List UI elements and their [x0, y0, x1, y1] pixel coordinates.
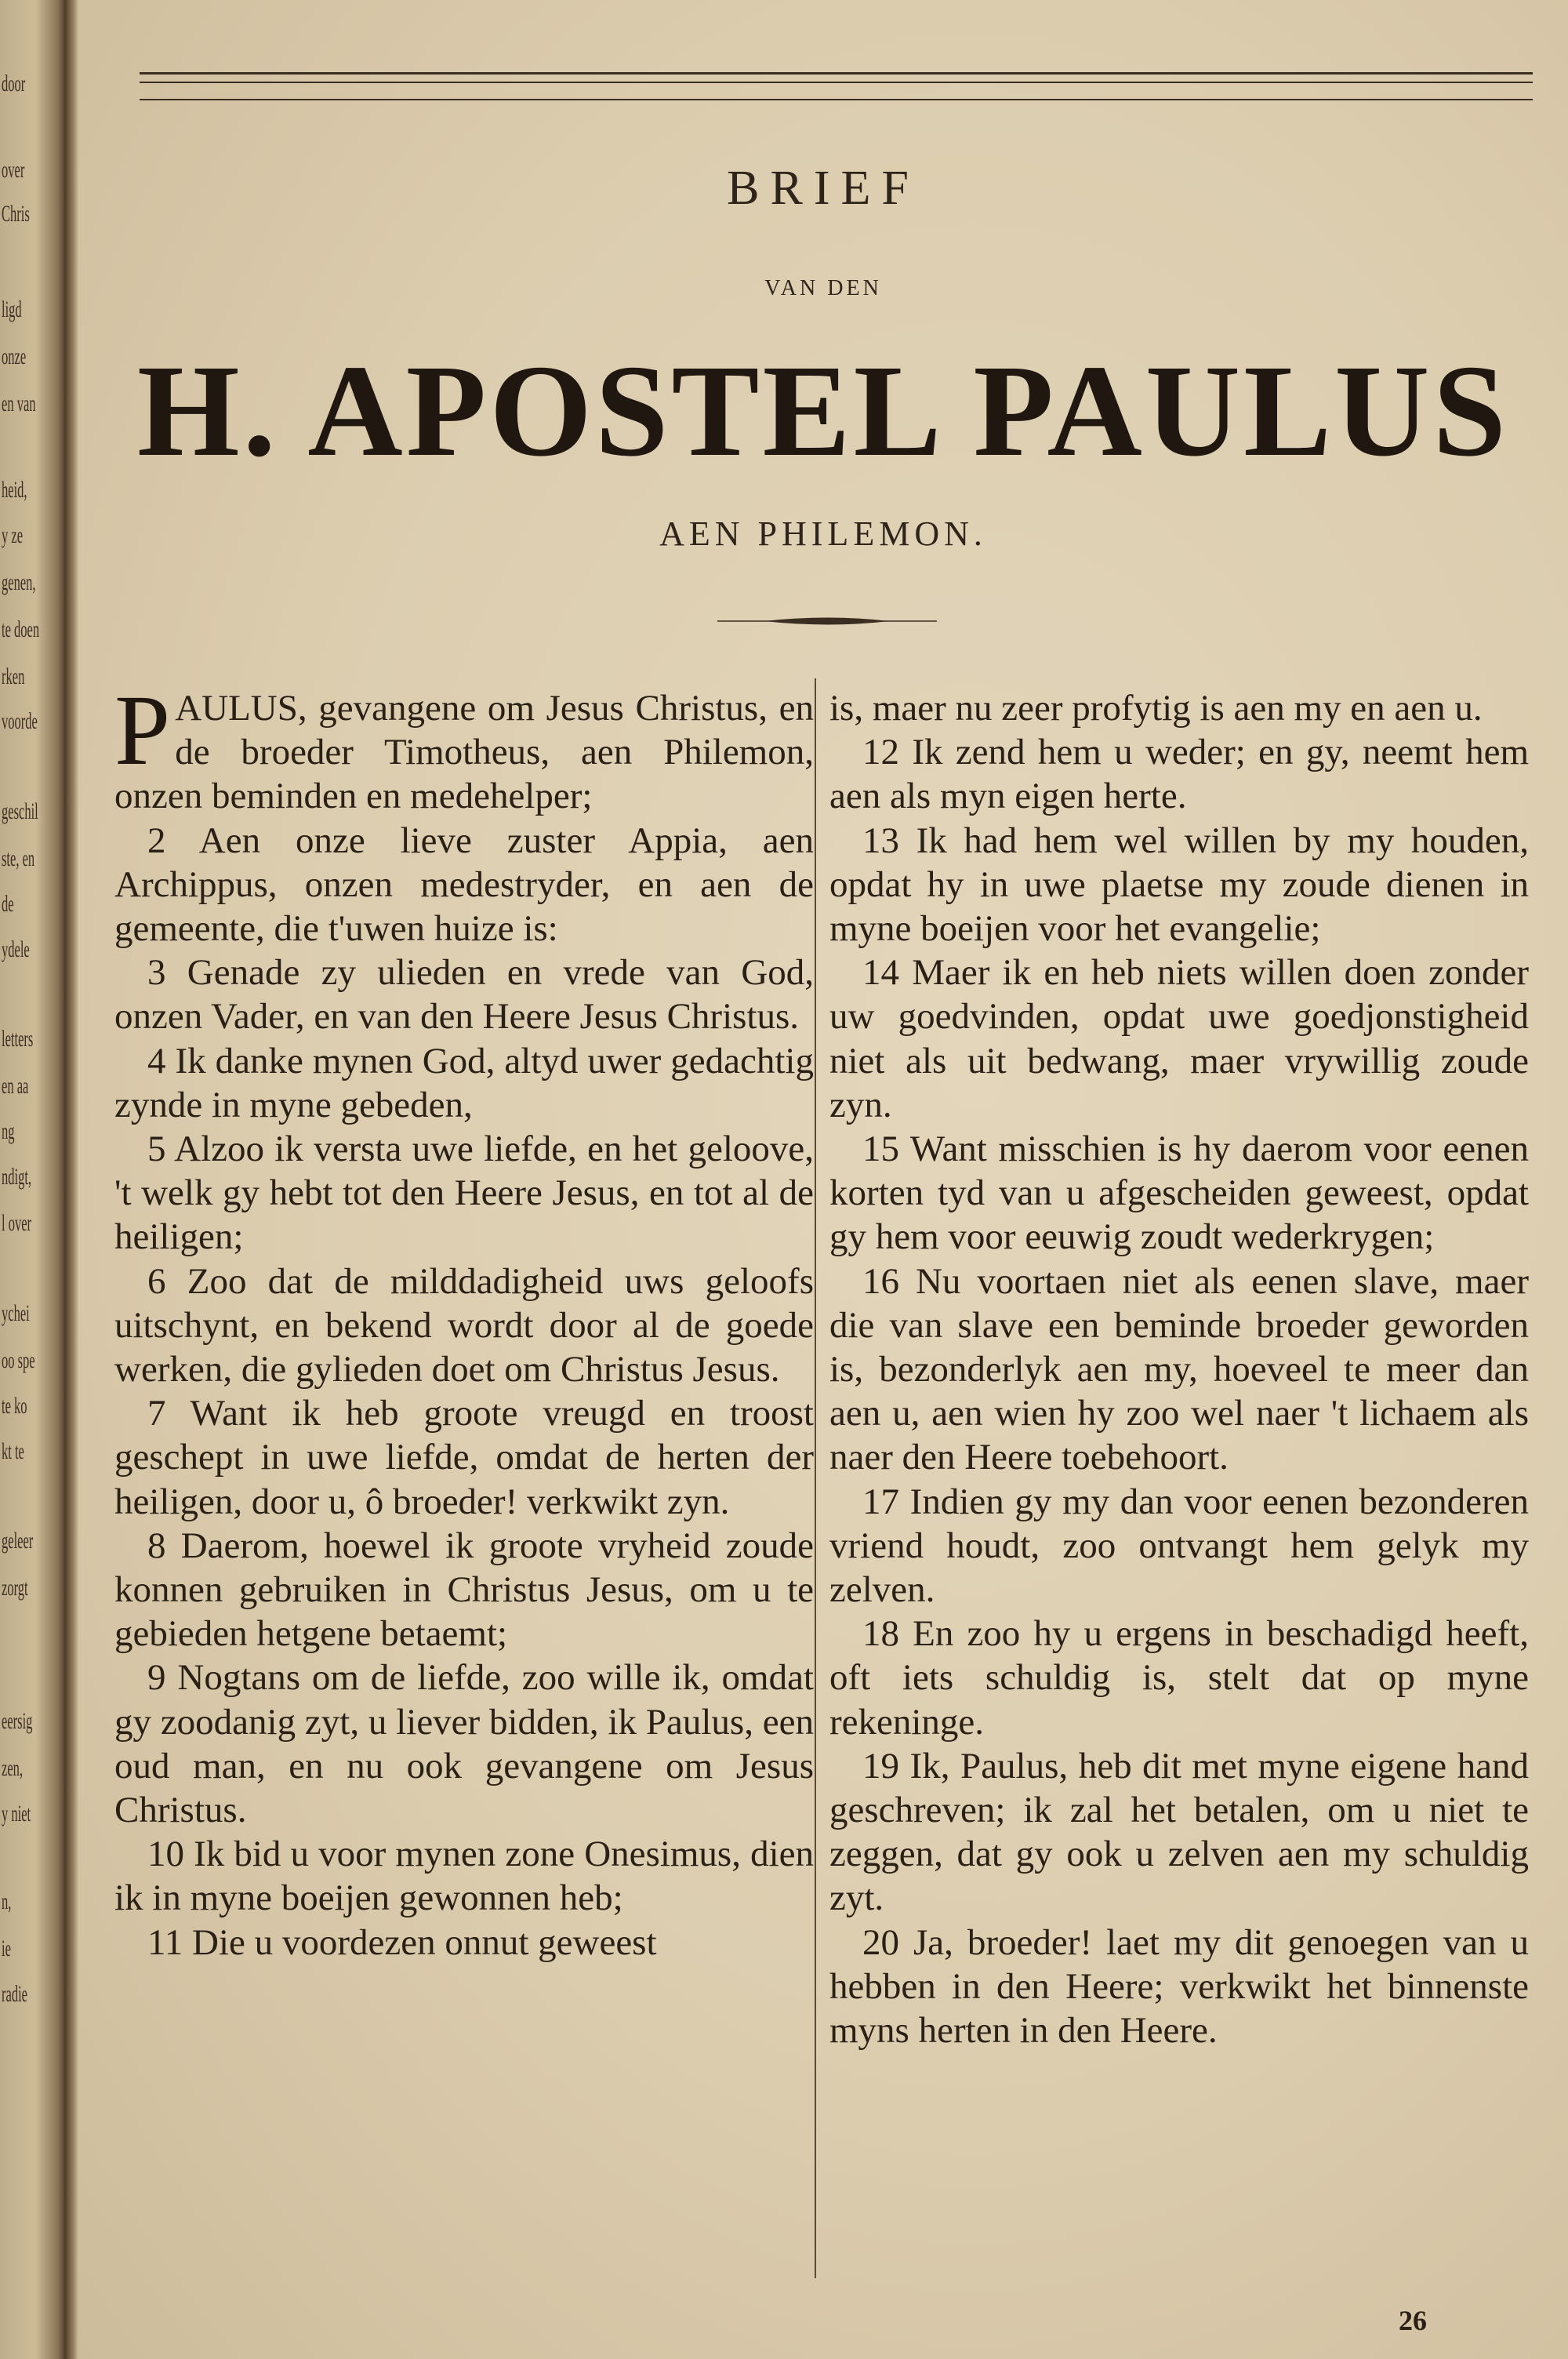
drop-cap: P	[114, 674, 171, 786]
book-gutter	[64, 0, 78, 2359]
book-page	[78, 0, 1568, 2359]
verse-14: 14 Maer ik en heb niets willen doen zonder uw goedvinden, opdat uwe goedjonstigheid niet als uit bedwang, maer vrywillig zoude zyn.	[829, 952, 1529, 1125]
verse-20: 20 Ja, broeder! laet my dit genoegen van u hebben in den Heere; verkwikt het binnenste myns herten in den Heere.	[829, 1921, 1529, 2052]
verse-8: 8 Daerom, hoewel ik groote vryheid zoude konnen gebruiken in Christus Jesus, om u te gebieden hetgene betaemt;	[114, 1525, 814, 1655]
verse-11-continued: is, maer nu zeer profytig is aen my en aen u.	[829, 688, 1483, 729]
margin-fragment: Chris	[2, 201, 30, 227]
verse-6: 6 Zoo dat de milddadigheid uws geloofs uitschynt, en bekend wordt door al de goede werken, die gylieden doet om Christus Jesus.	[114, 1260, 814, 1390]
page-title: H. APOSTEL PAULUS	[137, 338, 1509, 484]
ornament-rule-icon	[717, 612, 937, 631]
margin-fragment: en van	[2, 391, 36, 416]
margin-fragment: onze	[2, 343, 27, 369]
verse-10: 10 Ik bid u voor mynen zone Onesimus, dien ik in myne boeijen gewonnen heb;	[114, 1834, 814, 1919]
margin-fragment: ydele	[2, 936, 30, 962]
margin-fragment: oo spe	[2, 1347, 35, 1373]
margin-fragment: kt te	[2, 1438, 24, 1464]
title-van-den: VAN DEN	[764, 276, 882, 300]
left-column	[114, 674, 814, 1965]
margin-fragment: letters	[2, 1026, 34, 1052]
top-rule-thin	[140, 82, 1533, 83]
margin-fragment: eersig	[2, 1708, 33, 1734]
margin-fragment: zorgt	[2, 1575, 28, 1601]
margin-fragment: over	[2, 157, 25, 183]
margin-fragment: door	[2, 71, 26, 96]
verse-text: AULUS, gevangene om Jesus Christus, en de broeder Timotheus, aen Philemon, onzen beminden en medehelper;	[114, 688, 814, 817]
verse-19: 19 Ik, Paulus, heb dit met myne eigene hand geschreven; ik zal het betalen, om u niet te zeggen, dat gy ook u zelven aen my schuldig zyt.	[829, 1745, 1529, 1919]
margin-fragment: geleer	[2, 1528, 34, 1554]
margin-fragment: heid,	[2, 477, 27, 503]
margin-fragment: voorde	[2, 708, 38, 734]
right-column	[829, 686, 1529, 2052]
margin-fragment: ligd	[2, 296, 22, 322]
margin-fragment: l over	[2, 1210, 32, 1236]
margin-fragment: ie	[2, 1936, 11, 1961]
adjacent-page-edge	[0, 0, 64, 2359]
verse-12: 12 Ik zend hem u weder; en gy, neemt hem aen als myn eigen herte.	[829, 732, 1529, 817]
column-divider	[815, 678, 816, 2278]
margin-fragment: geschil	[2, 798, 38, 824]
margin-fragment: y niet	[2, 1801, 31, 1826]
paragraph-1	[114, 674, 814, 819]
title-subtitle: AEN PHILEMON.	[659, 514, 987, 553]
verse-5: 5 Alzoo ik versta uwe liefde, en het geloove, 't welk gy hebt tot den Heere Jesus, en tot al de heiligen;	[114, 1129, 814, 1258]
margin-fragment: de	[2, 891, 14, 917]
verse-17: 17 Indien gy my dan voor eenen bezonderen vriend houdt, zoo ontvangt hem gelyk my zelven.	[829, 1481, 1529, 1611]
margin-fragment: en aa	[2, 1073, 29, 1099]
verse-3: 3 Genade zy ulieden en vrede van God, onzen Vader, en van den Heere Jesus Christus.	[114, 952, 814, 1038]
verse-16: 16 Nu voortaen niet als eenen slave, maer die van slave een beminde broeder geworden is, bezonderlyk aen my, hoeveel te meer dan aen u, aen wien hy zoo wel naer 't lichaem als naer den Heere toebehoort.	[829, 1260, 1529, 1478]
margin-fragment: ste, en	[2, 845, 35, 871]
verse-15: 15 Want misschien is hy daerom voor eenen korten tyd van u afgescheiden geweest, opdat gy hem voor eeuwig zoudt wederkrygen;	[829, 1129, 1529, 1258]
top-rule-lower	[140, 99, 1533, 100]
verse-11: 11 Die u voordezen onnut geweest	[147, 1921, 657, 1963]
title-brief: BRIEF	[727, 162, 920, 215]
page-number: 26	[1399, 2305, 1427, 2336]
margin-fragment: te doen	[2, 616, 40, 642]
margin-fragment: ndigt,	[2, 1164, 32, 1190]
verse-9: 9 Nogtans om de liefde, zoo wille ik, omdat gy zoodanig zyt, u liever bidden, ik Paulus, een oud man, en nu ook gevangene om Jesus Christus.	[114, 1657, 814, 1831]
verse-2: 2 Aen onze lieve zuster Appia, aen Archippus, onzen medestryder, en aen de gemeente, die t'uwen huize is:	[114, 820, 814, 950]
verse-13: 13 Ik had hem wel willen by my houden, opdat hy in uwe plaetse my zoude dienen in myne boeijen voor het evangelie;	[829, 820, 1529, 950]
margin-fragment: te ko	[2, 1393, 27, 1419]
margin-fragment: y ze	[2, 522, 24, 548]
margin-fragment: genen,	[2, 569, 36, 595]
margin-fragment: n,	[2, 1888, 12, 1914]
margin-fragment: zen,	[2, 1755, 24, 1781]
verse-7: 7 Want ik heb groote vreugd en troost geschept in uwe liefde, omdat de herten der heiligen, door u, ô broeder! verkwikt zyn.	[114, 1393, 814, 1522]
verse-4: 4 Ik danke mynen God, altyd uwer gedachtig zynde in myne gebeden,	[114, 1040, 814, 1125]
margin-fragment: ychei	[2, 1300, 30, 1326]
margin-fragment: radie	[2, 1981, 27, 2007]
margin-fragment: rken	[2, 663, 25, 689]
verse-18: 18 En zoo hy u ergens in beschadigd heeft, oft iets schuldig is, stelt dat op myne rekeninge.	[829, 1613, 1529, 1743]
margin-fragment: ng	[2, 1118, 15, 1144]
top-rule	[140, 72, 1533, 75]
